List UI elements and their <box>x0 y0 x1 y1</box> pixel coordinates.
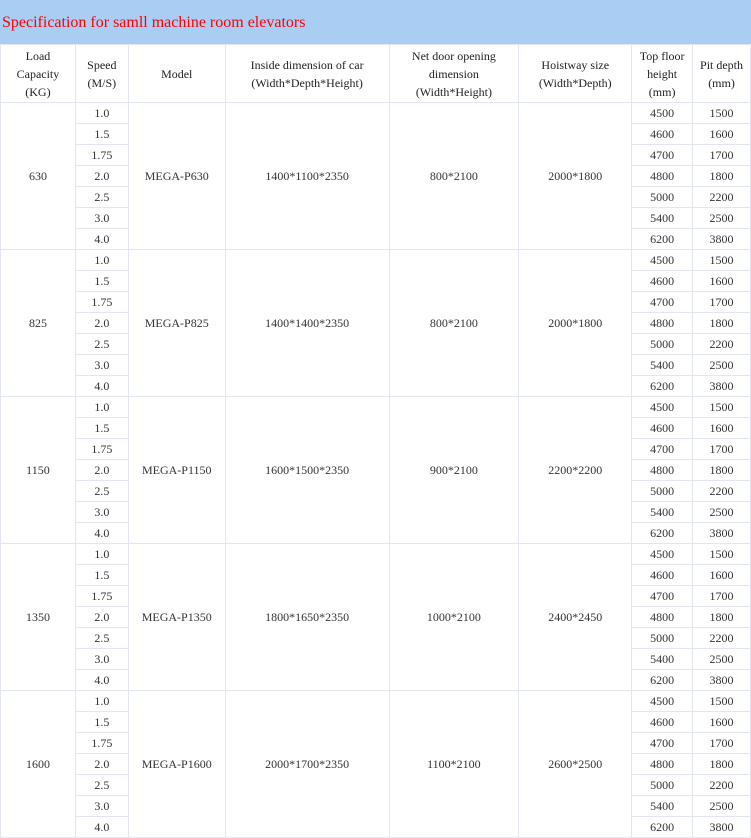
top-floor-height-cell: 4600 <box>632 565 693 586</box>
pit-depth-cell: 1800 <box>693 607 751 628</box>
speed-cell: 1.0 <box>75 103 128 124</box>
pit-depth-cell: 1600 <box>693 124 751 145</box>
pit-depth-cell: 2500 <box>693 355 751 376</box>
load-capacity-cell: 630 <box>1 103 76 250</box>
speed-cell: 4.0 <box>75 523 128 544</box>
top-floor-height-cell: 4700 <box>632 145 693 166</box>
top-floor-height-cell: 6200 <box>632 229 693 250</box>
top-floor-height-cell: 5000 <box>632 481 693 502</box>
pit-depth-cell: 1500 <box>693 103 751 124</box>
pit-depth-cell: 3800 <box>693 670 751 691</box>
speed-cell: 2.0 <box>75 313 128 334</box>
speed-cell: 1.5 <box>75 712 128 733</box>
top-floor-height-cell: 6200 <box>632 670 693 691</box>
top-floor-height-cell: 4800 <box>632 166 693 187</box>
table-row <box>1 397 751 418</box>
hoistway-cell: 2400*2450 <box>519 544 632 691</box>
top-floor-height-cell: 5000 <box>632 334 693 355</box>
net-door-cell: 1000*2100 <box>389 544 519 691</box>
top-floor-height-cell: 5400 <box>632 796 693 817</box>
pit-depth-cell: 2500 <box>693 796 751 817</box>
speed-cell: 3.0 <box>75 355 128 376</box>
speed-cell: 1.75 <box>75 145 128 166</box>
top-floor-height-cell: 5000 <box>632 187 693 208</box>
pit-depth-cell: 2200 <box>693 775 751 796</box>
pit-depth-cell: 1600 <box>693 271 751 292</box>
model-cell: MEGA-P630 <box>128 103 225 250</box>
table-row <box>1 250 751 271</box>
top-floor-height-cell: 4700 <box>632 733 693 754</box>
pit-depth-cell: 2500 <box>693 649 751 670</box>
top-floor-height-cell: 4800 <box>632 607 693 628</box>
pit-depth-cell: 1700 <box>693 586 751 607</box>
load-capacity-cell: 1600 <box>1 691 76 838</box>
net-door-cell: 800*2100 <box>389 103 519 250</box>
top-floor-height-cell: 5000 <box>632 628 693 649</box>
speed-cell: 2.0 <box>75 754 128 775</box>
speed-cell: 2.5 <box>75 628 128 649</box>
top-floor-height-cell: 4600 <box>632 712 693 733</box>
top-floor-height-cell: 4700 <box>632 586 693 607</box>
top-floor-height-cell: 6200 <box>632 523 693 544</box>
net-door-cell: 800*2100 <box>389 250 519 397</box>
pit-depth-cell: 2200 <box>693 334 751 355</box>
speed-cell: 2.0 <box>75 166 128 187</box>
speed-cell: 2.5 <box>75 775 128 796</box>
model-cell: MEGA-P1600 <box>128 691 225 838</box>
speed-cell: 1.5 <box>75 565 128 586</box>
inside-dimension-cell: 1800*1650*2350 <box>225 544 389 691</box>
top-floor-height-cell: 4600 <box>632 124 693 145</box>
top-floor-height-cell: 4500 <box>632 250 693 271</box>
top-floor-height-cell: 4600 <box>632 271 693 292</box>
net-door-cell: 1100*2100 <box>389 691 519 838</box>
speed-cell: 4.0 <box>75 229 128 250</box>
model-cell: MEGA-P1150 <box>128 397 225 544</box>
speed-cell: 2.5 <box>75 481 128 502</box>
pit-depth-cell: 1800 <box>693 460 751 481</box>
pit-depth-cell: 1700 <box>693 292 751 313</box>
table-row <box>1 544 751 565</box>
header-model: Model <box>128 45 225 103</box>
top-floor-height-cell: 4600 <box>632 418 693 439</box>
hoistway-cell: 2000*1800 <box>519 103 632 250</box>
speed-cell: 3.0 <box>75 502 128 523</box>
pit-depth-cell: 2500 <box>693 208 751 229</box>
pit-depth-cell: 3800 <box>693 376 751 397</box>
top-floor-height-cell: 4500 <box>632 397 693 418</box>
inside-dimension-cell: 1600*1500*2350 <box>225 397 389 544</box>
hoistway-cell: 2000*1800 <box>519 250 632 397</box>
pit-depth-cell: 1700 <box>693 439 751 460</box>
top-floor-height-cell: 4800 <box>632 313 693 334</box>
speed-cell: 1.5 <box>75 271 128 292</box>
pit-depth-cell: 1800 <box>693 754 751 775</box>
pit-depth-cell: 1800 <box>693 313 751 334</box>
speed-cell: 1.0 <box>75 397 128 418</box>
header-hoistway-size: Hoistway size (Width*Depth) <box>519 45 632 103</box>
top-floor-height-cell: 6200 <box>632 817 693 838</box>
hoistway-cell: 2600*2500 <box>519 691 632 838</box>
top-floor-height-cell: 5000 <box>632 775 693 796</box>
speed-cell: 1.75 <box>75 292 128 313</box>
inside-dimension-cell: 1400*1100*2350 <box>225 103 389 250</box>
pit-depth-cell: 1700 <box>693 733 751 754</box>
pit-depth-cell: 1600 <box>693 565 751 586</box>
pit-depth-cell: 1500 <box>693 544 751 565</box>
top-floor-height-cell: 5400 <box>632 502 693 523</box>
speed-cell: 1.0 <box>75 691 128 712</box>
top-floor-height-cell: 4700 <box>632 292 693 313</box>
speed-cell: 2.0 <box>75 607 128 628</box>
speed-cell: 2.0 <box>75 460 128 481</box>
top-floor-height-cell: 4800 <box>632 754 693 775</box>
top-floor-height-cell: 4700 <box>632 439 693 460</box>
speed-cell: 1.5 <box>75 418 128 439</box>
speed-cell: 3.0 <box>75 208 128 229</box>
speed-cell: 1.75 <box>75 439 128 460</box>
top-floor-height-cell: 5400 <box>632 355 693 376</box>
speed-cell: 1.0 <box>75 250 128 271</box>
inside-dimension-cell: 2000*1700*2350 <box>225 691 389 838</box>
pit-depth-cell: 1500 <box>693 397 751 418</box>
pit-depth-cell: 1700 <box>693 145 751 166</box>
pit-depth-cell: 1600 <box>693 418 751 439</box>
pit-depth-cell: 3800 <box>693 817 751 838</box>
pit-depth-cell: 3800 <box>693 523 751 544</box>
speed-cell: 3.0 <box>75 649 128 670</box>
pit-depth-cell: 1800 <box>693 166 751 187</box>
top-floor-height-cell: 4800 <box>632 460 693 481</box>
load-capacity-cell: 825 <box>1 250 76 397</box>
top-floor-height-cell: 5400 <box>632 649 693 670</box>
speed-cell: 1.75 <box>75 586 128 607</box>
speed-cell: 1.75 <box>75 733 128 754</box>
pit-depth-cell: 1500 <box>693 250 751 271</box>
pit-depth-cell: 2500 <box>693 502 751 523</box>
header-load-capacity: Load Capacity (KG) <box>1 45 76 103</box>
elevator-spec-table <box>0 44 751 838</box>
model-cell: MEGA-P1350 <box>128 544 225 691</box>
pit-depth-cell: 2200 <box>693 481 751 502</box>
header-inside-dimension: Inside dimension of car (Width*Depth*Height) <box>225 45 389 103</box>
header-top-floor-height: Top floor height (mm) <box>632 45 693 103</box>
inside-dimension-cell: 1400*1400*2350 <box>225 250 389 397</box>
speed-cell: 1.0 <box>75 544 128 565</box>
top-floor-height-cell: 4500 <box>632 691 693 712</box>
load-capacity-cell: 1150 <box>1 397 76 544</box>
top-floor-height-cell: 6200 <box>632 376 693 397</box>
pit-depth-cell: 3800 <box>693 229 751 250</box>
pit-depth-cell: 2200 <box>693 187 751 208</box>
pit-depth-cell: 1500 <box>693 691 751 712</box>
speed-cell: 1.5 <box>75 124 128 145</box>
page-title: Specification for samll machine room elevators <box>0 0 751 44</box>
pit-depth-cell: 2200 <box>693 628 751 649</box>
hoistway-cell: 2200*2200 <box>519 397 632 544</box>
speed-cell: 2.5 <box>75 187 128 208</box>
table-row <box>1 691 751 712</box>
pit-depth-cell: 1600 <box>693 712 751 733</box>
speed-cell: 4.0 <box>75 376 128 397</box>
table-row <box>1 103 751 124</box>
header-net-door-dimension: Net door opening dimension (Width*Height) <box>389 45 519 103</box>
load-capacity-cell: 1350 <box>1 544 76 691</box>
speed-cell: 4.0 <box>75 817 128 838</box>
speed-cell: 4.0 <box>75 670 128 691</box>
top-floor-height-cell: 4500 <box>632 544 693 565</box>
table-header-row <box>1 45 751 103</box>
header-pit-depth: Pit depth (mm) <box>693 45 751 103</box>
top-floor-height-cell: 4500 <box>632 103 693 124</box>
speed-cell: 2.5 <box>75 334 128 355</box>
top-floor-height-cell: 5400 <box>632 208 693 229</box>
speed-cell: 3.0 <box>75 796 128 817</box>
model-cell: MEGA-P825 <box>128 250 225 397</box>
header-speed: Speed (M/S) <box>75 45 128 103</box>
net-door-cell: 900*2100 <box>389 397 519 544</box>
